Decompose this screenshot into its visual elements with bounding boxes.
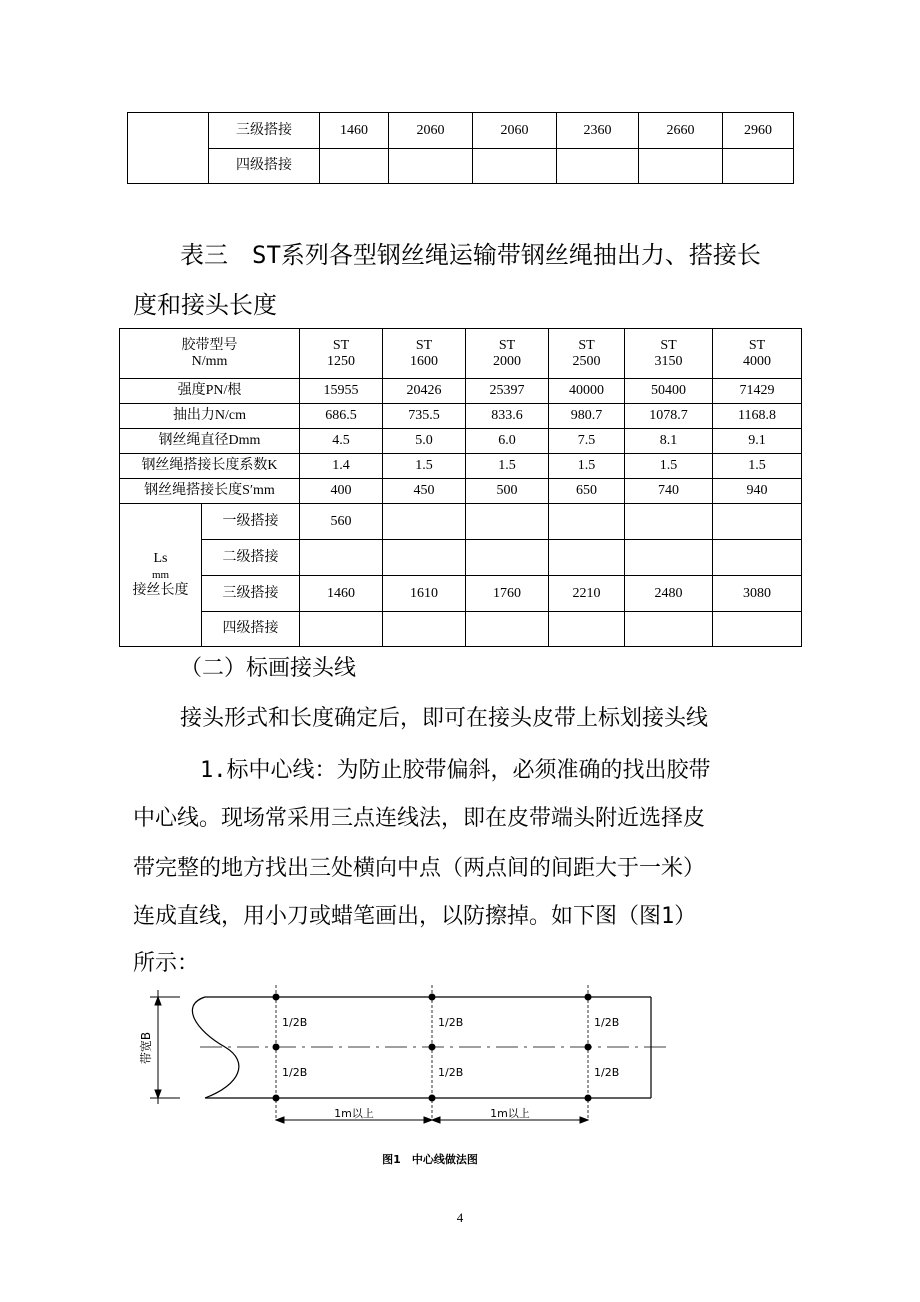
table-cell [639,149,723,184]
belt-outline [192,997,651,1098]
table-cell [625,540,713,576]
table-cell [625,612,713,647]
row-label: 四级搭接 [202,612,300,647]
table-cell: 40000 [549,379,625,404]
table-cell: 2060 [473,113,557,149]
table-cell: 71429 [713,379,802,404]
model-cell: ST 1250 [300,329,383,379]
table-cell: 2660 [639,113,723,149]
mark-point [585,1095,592,1102]
table-cell [713,504,802,540]
row-label: 三级搭接 [202,576,300,612]
table-cell: 8.1 [625,429,713,454]
table3-title-line1: 表三 ST系列各型钢丝绳运输带钢丝绳抽出力、搭接长 [180,241,761,269]
row-label: 钢丝绳直径Dmm [120,429,300,454]
table-cell: 833.6 [466,404,549,429]
table-cell [300,612,383,647]
table-cell: 25397 [466,379,549,404]
width-dimension [150,990,180,1104]
table-cell [713,612,802,647]
row-label: 强度PN/根 [120,379,300,404]
table-cell: 3080 [713,576,802,612]
centerline-figure [130,980,670,1170]
mark-point [585,994,592,1001]
width-label: 带宽B [139,1031,153,1065]
table-cell: 1610 [383,576,466,612]
table-cell [625,504,713,540]
row-label: 钢丝绳搭接长度S′mm [120,479,300,504]
table-cell: 450 [383,479,466,504]
table-cell: 560 [300,504,383,540]
model-header: 胶带型号 N/mm [120,329,300,379]
table-cell [466,504,549,540]
table-cell [557,149,639,184]
table-cell: 735.5 [383,404,466,429]
spacing-label: 1m以上 [334,1107,374,1120]
joint-group-label: Ls mm 接丝长度 [120,504,202,647]
table-cell: 1.5 [383,454,466,479]
table-cell: 1078.7 [625,404,713,429]
table-cell [549,540,625,576]
table-cell: 2360 [557,113,639,149]
model-cell: ST 4000 [713,329,802,379]
half-width-label: 1/2B [282,1066,308,1079]
mark-point [429,1044,436,1051]
section-heading: （二）标画接头线 [180,656,357,681]
half-width-label: 1/2B [282,1016,308,1029]
row-label: 四级搭接 [209,149,320,184]
mark-point [273,994,280,1001]
body-line: 带完整的地方找出三处横向中点（两点间的间距大于一米） [133,856,706,881]
row-label: 一级搭接 [202,504,300,540]
table-cell [549,612,625,647]
table-cell: 5.0 [383,429,466,454]
body-line: 1.标中心线：为防止胶带偏斜，必须准确的找出胶带 [200,758,711,783]
table-cell: 1760 [466,576,549,612]
table-cell: 980.7 [549,404,625,429]
table-cell: 940 [713,479,802,504]
table-cell: 6.0 [466,429,549,454]
half-width-label: 1/2B [594,1016,620,1029]
model-cell: ST 1600 [383,329,466,379]
table-cell [466,540,549,576]
row-label: 三级搭接 [209,113,320,149]
table-cell: 9.1 [713,429,802,454]
half-width-label: 1/2B [438,1016,464,1029]
table-cell [723,149,794,184]
table-cell: 1460 [320,113,389,149]
table-cell: 400 [300,479,383,504]
table-cell [473,149,557,184]
row-label: 钢丝绳搭接长度系数K [120,454,300,479]
table-cell: 50400 [625,379,713,404]
table-cell [713,540,802,576]
top-table [127,112,794,184]
table-cell: 1.5 [466,454,549,479]
mark-point [273,1044,280,1051]
model-cell: ST 2500 [549,329,625,379]
table-cell: 2210 [549,576,625,612]
table-cell [320,149,389,184]
table-cell: 500 [466,479,549,504]
table-cell: 4.5 [300,429,383,454]
body-line: 所示： [133,951,200,976]
table-cell [549,504,625,540]
page-number: 4 [456,1210,464,1225]
section-intro: 接头形式和长度确定后，即可在接头皮带上标划接头线 [180,706,709,731]
table-cell: 1.5 [713,454,802,479]
model-cell: ST 2000 [466,329,549,379]
table3-title-line2: 度和接头长度 [133,291,277,319]
spacing-label: 1m以上 [490,1107,530,1120]
mark-point [585,1044,592,1051]
table-cell: 1.5 [625,454,713,479]
mark-point [429,1095,436,1102]
table-cell: 1168.8 [713,404,802,429]
body-line: 连成直线，用小刀或蜡笔画出，以防擦掉。如下图（图1） [133,904,697,929]
table-cell: 1460 [300,576,383,612]
table-cell: 650 [549,479,625,504]
table-cell [389,149,473,184]
table-cell [383,612,466,647]
table-cell [300,540,383,576]
table-cell [383,504,466,540]
table-cell: 7.5 [549,429,625,454]
table-cell [383,540,466,576]
table-cell: 15955 [300,379,383,404]
table-cell: 1.4 [300,454,383,479]
table-cell: 686.5 [300,404,383,429]
mark-point [273,1095,280,1102]
table-cell: 1.5 [549,454,625,479]
table-cell: 2480 [625,576,713,612]
table3 [119,328,802,647]
half-width-label: 1/2B [594,1066,620,1079]
table-cell: 740 [625,479,713,504]
row-label: 抽出力N/cm [120,404,300,429]
half-width-label: 1/2B [438,1066,464,1079]
mark-point [429,994,436,1001]
row-label: 二级搭接 [202,540,300,576]
model-cell: ST 3150 [625,329,713,379]
table-cell: 20426 [383,379,466,404]
table-cell [466,612,549,647]
body-line: 中心线。现场常采用三点连线法，即在皮带端头附近选择皮 [133,806,706,831]
table-cell: 2060 [389,113,473,149]
table-cell: 2960 [723,113,794,149]
figure-caption: 图1 中心线做法图 [382,1153,478,1166]
empty-group-cell [128,113,209,184]
